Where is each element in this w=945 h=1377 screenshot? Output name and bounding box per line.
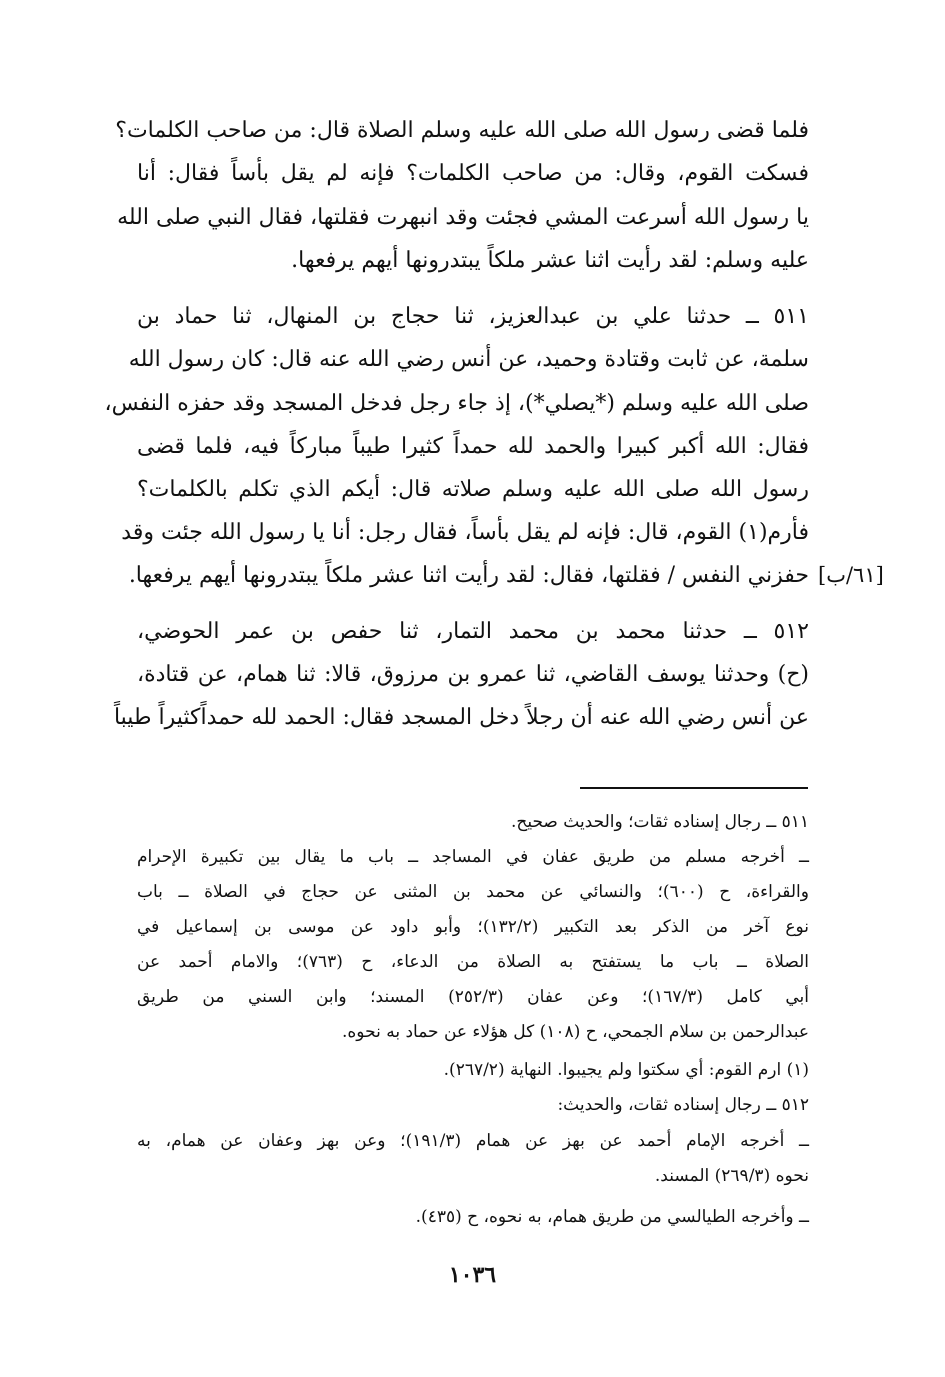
footnote-line-3: والقراءة، ح (٦٠٠)؛ والنسائي عن محمد بن المثنى عن حجاج في الصلاة ــ باب <box>137 882 809 902</box>
body-line-10: فأرم(١) القوم، قال: فإنه لم يقل بأساً، فقال رجل: أنا يا رسول الله جئت وقد <box>121 520 809 545</box>
body-line-9: رسول الله صلى الله عليه وسلم صلاته قال: أيكم الذي تكلم بالكلمات؟ <box>137 477 809 502</box>
footnote-line-5: الصلاة ــ باب ما يستفتح به الصلاة من الدعاء، ح (٧٦٣)؛ والامام أحمد عن <box>137 952 809 972</box>
body-line-2: فسكت القوم، وقال: من صاحب الكلمات؟ فإنه لم يقل بأساً فقال: أنا <box>137 161 809 186</box>
footnote-line-2: ــ أخرجه مسلم من طريق عفان في المساجد ــ باب ما يقال بين تكبيرة الإحرام <box>137 847 809 867</box>
body-line-13: (ح) وحدثنا يوسف القاضي، ثنا عمرو بن مرزوق، قالا: ثنا همام، عن قتادة، <box>137 662 809 687</box>
body-line-1: فلما قضى رسول الله صلى الله عليه وسلم الصلاة قال: من صاحب الكلمات؟ <box>115 118 809 143</box>
page-number: ١٠٣٦ <box>448 1262 497 1288</box>
body-line-6: سلمة، عن ثابت وقتادة وحميد، عن أنس رضي الله عنه قال: كان رسول الله <box>128 347 809 372</box>
body-line-4: عليه وسلم: لقد رأيت اثنا عشر ملكاً يبتدرونها أيهم يرفعها. <box>291 248 809 273</box>
footnote-line-10: ــ أخرجه الإمام أحمد عن بهز عن همام (١٩١/٣)؛ وعن بهز وعفان عن همام، به <box>137 1131 810 1151</box>
body-line-11: حفزني النفس / فقلتها، فقال: لقد رأيت اثنا عشر ملكاً يبتدرونها أيهم يرفعها. <box>128 563 809 588</box>
footnote-separator <box>580 787 808 789</box>
footnote-line-6: أبي كامل (١٦٧/٣)؛ وعن عفان (٢٥٢/٣) المسند؛ وابن السني من طريق <box>137 987 809 1007</box>
footnote-line-11: نحوه (٢٦٩/٣) المسند. <box>654 1166 809 1186</box>
footnote-line-7: عبدالرحمن بن سلام الجمحي، ح (١٠٨) كل هؤلاء عن حماد به نحوه. <box>342 1022 809 1042</box>
footnote-line-12: ــ وأخرجه الطيالسي من طريق همام، به نحوه، ح (٤٣٥). <box>415 1207 809 1227</box>
footnote-line-1: ٥١١ ــ رجال إسناده ثقات؛ والحديث صحيح. <box>510 812 809 832</box>
body-line-3: يا رسول الله أسرعت المشي فجئت وقد انبهرت فقلتها، فقال النبي صلى الله <box>117 205 809 230</box>
body-line-14: عن أنس رضي الله عنه أن رجلاً دخل المسجد فقال: الحمد لله حمداًكثيراً طيباً <box>113 705 809 730</box>
footnote-gloss-1: (١) ارم القوم: أي سكتوا ولم يجيبوا. النهاية (٢٦٧/٢). <box>443 1060 809 1080</box>
hadith-511-heading-line: ٥١١ ــ حدثنا علي بن عبدالعزيز، ثنا حجاج بن المنهال، ثنا حماد بن <box>137 304 809 329</box>
footnote-line-9: ٥١٢ ــ رجال إسناده ثقات، والحديث: <box>557 1095 809 1115</box>
body-line-7: صلى الله عليه وسلم (*يصلي*)، إذ جاء رجل فدخل المسجد وقد حفزه النفس، <box>104 391 809 416</box>
body-line-8: فقال: الله أكبر كبيرا والحمد لله حمداً كثيرا طيباً مباركاً فيه، فلما قضى <box>137 434 809 459</box>
footnote-line-4: نوع آخر من الذكر بعد التكبير (١٣٢/٢)؛ وأبو داود عن موسى بن إسماعيل في <box>137 917 809 937</box>
folio-margin-note: [٦١/ب] <box>818 563 884 587</box>
hadith-512-heading-line: ٥١٢ ــ حدثنا محمد بن محمد التمار، ثنا حفص بن عمر الحوضي، <box>137 619 809 644</box>
